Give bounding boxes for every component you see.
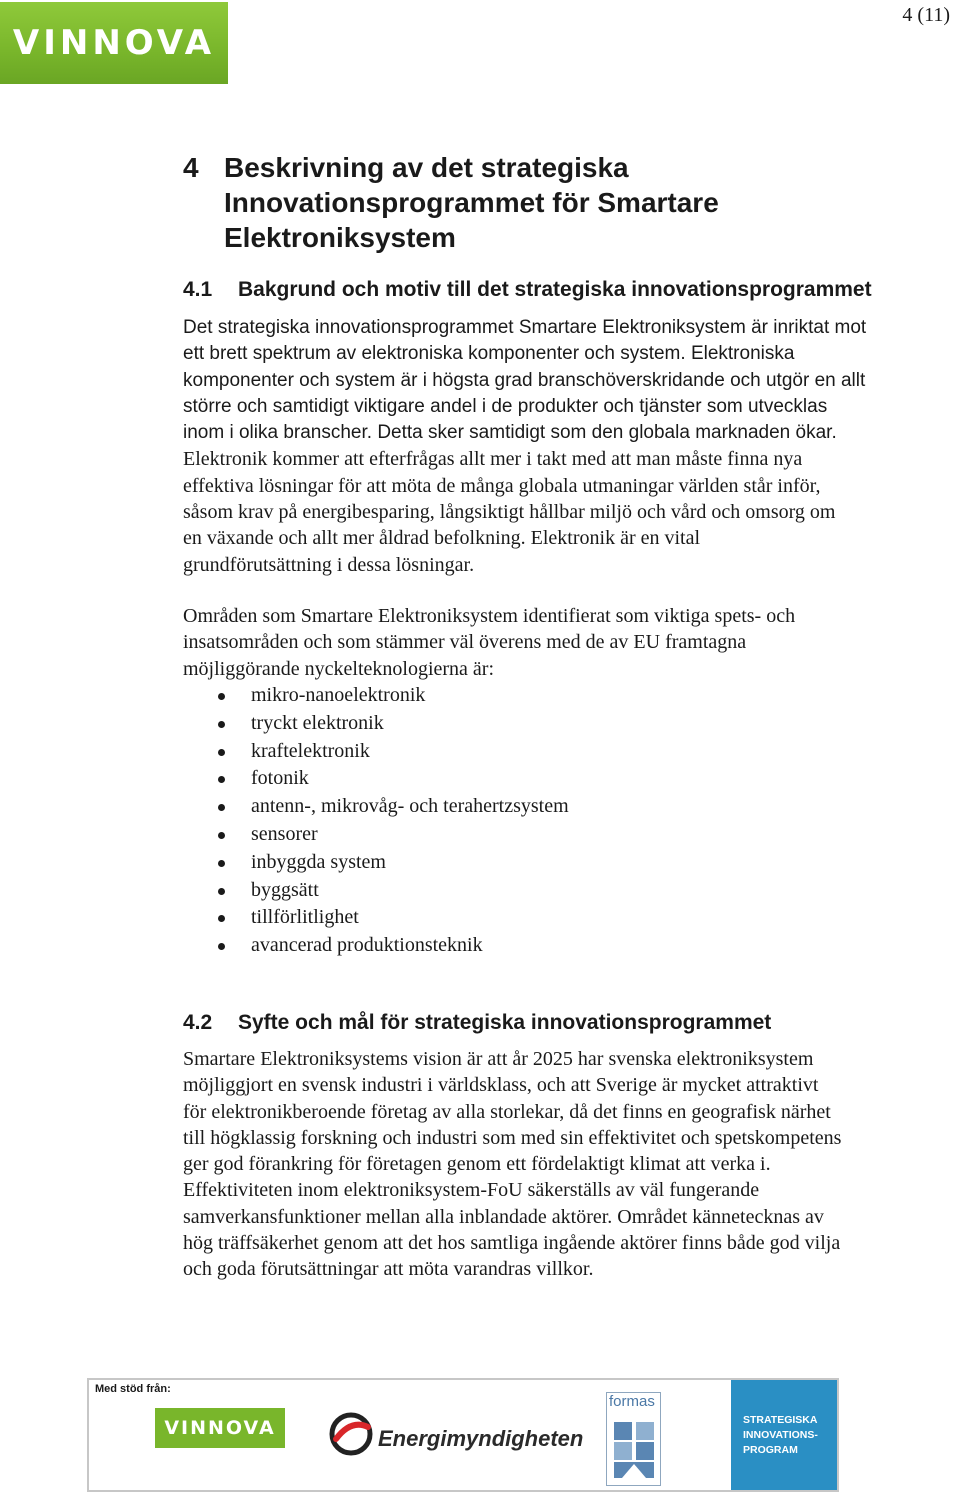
text-line: komponenter och system är i högsta grad branschöverskridande och utgör en allt — [183, 369, 866, 391]
text-line: möjliggjort en svensk industri i världsklass, och att Sverige är mycket attraktivt — [183, 1074, 819, 1097]
section-4-title-line: Beskrivning av det strategiska — [224, 152, 629, 183]
program-logo-text — [743, 1413, 818, 1458]
paragraph-vision — [183, 1046, 943, 1283]
list-item: byggsätt — [183, 877, 569, 905]
program-logo-line: PROGRAM — [743, 1443, 798, 1456]
innovation-program-logo — [731, 1380, 837, 1490]
text-line: en växande och allt mer åldrad befolkning. Elektronik är en vital — [183, 527, 701, 550]
bullet-icon — [218, 943, 225, 950]
text-line: ett brett spektrum av elektroniska komponenter och system. Elektroniska — [183, 343, 795, 365]
bullet-icon — [218, 804, 225, 811]
section-4-title — [224, 150, 719, 255]
section-4-1-title: Bakgrund och motiv till det strategiska innovationsprogrammet — [238, 278, 872, 301]
formas-emblem-icon — [612, 1420, 656, 1480]
bullet-icon — [218, 776, 225, 783]
vinnova-logo — [0, 2, 228, 84]
text-line: Effektiviteten inom elektroniksystem-FoU säkerställs av väl fungerande — [183, 1179, 760, 1202]
section-4-title-line: Innovationsprogrammet för Smartare — [224, 187, 719, 218]
text-line: effektiva lösningar för att möta de många globala utmaningar världen står inför, — [183, 474, 821, 497]
paragraph-background-part1 — [183, 315, 943, 446]
text-line: och goda förutsättningar att möta varandras villkor. — [183, 1258, 594, 1281]
text-line: Smartare Elektroniksystems vision är att år 2025 har svenska elektroniksystem — [183, 1048, 814, 1070]
paragraph-background — [183, 315, 943, 578]
program-logo-line: STRATEGISKA — [743, 1413, 818, 1426]
list-item: tillförlitlighet — [183, 904, 569, 932]
list-item: fotonik — [183, 765, 569, 793]
text-line: till högklassig forskning och industri som med sin effektivitet och spetskompetens — [183, 1126, 842, 1149]
section-4-number: 4 — [183, 152, 199, 183]
list-item: tryckt elektronik — [183, 710, 569, 738]
list-item: mikro-nanoelektronik — [183, 682, 569, 710]
section-4-2-number: 4.2 — [183, 1011, 213, 1034]
bullet-icon — [218, 860, 225, 867]
list-item: kraftelektronik — [183, 738, 569, 766]
text-line: ger god förankring för företagen genom ett fördelaktigt klimat att verka i. — [183, 1153, 771, 1176]
formas-logo-text: formas — [609, 1393, 655, 1410]
list-item: avancerad produktionsteknik — [183, 932, 569, 960]
program-logo-line: INNOVATIONS- — [743, 1428, 818, 1441]
vinnova-sponsor-logo — [155, 1408, 285, 1448]
text-line: samverkansfunktioner mellan alla inblandade aktörer. Området kännetecknas av — [183, 1205, 824, 1228]
text-line: Områden som Smartare Elektroniksystem identifierat som viktiga spets- och — [183, 605, 796, 627]
vinnova-logo-text: VINNOVA — [12, 23, 216, 63]
bullet-icon — [218, 832, 225, 839]
page-number: 4 (11) — [902, 4, 950, 26]
text-line: möjliggörande nyckelteknologierna är: — [183, 657, 495, 680]
section-4-title-line: Elektroniksystem — [224, 222, 456, 253]
list-item: inbyggda system — [183, 849, 569, 877]
text-line: Det strategiska innovationsprogrammet Smartare Elektroniksystem är inriktat mot — [183, 317, 867, 338]
bullet-icon — [218, 693, 225, 700]
technology-list — [183, 682, 569, 960]
text-line: grundförutsättning i dessa lösningar. — [183, 553, 475, 576]
text-line: inom i olika branscher. Detta sker samtidigt som den globala marknaden ökar. — [183, 422, 837, 444]
text-line: såsom krav på energibesparing, långsiktigt hållbar miljö och vård och omsorg om — [183, 501, 836, 524]
bullet-icon — [218, 721, 225, 728]
sponsor-label: Med stöd från: — [95, 1383, 171, 1395]
text-line: för elektronikberoende företag av alla storlekar, då det finns en geografisk närhet — [183, 1100, 831, 1123]
bullet-icon — [218, 749, 225, 756]
vinnova-sponsor-text: VINNOVA — [164, 1417, 276, 1439]
list-item: sensorer — [183, 821, 569, 849]
paragraph-areas — [183, 603, 943, 682]
list-item: antenn-, mikrovåg- och terahertzsystem — [183, 793, 569, 821]
section-4-1-number: 4.1 — [183, 278, 213, 301]
text-line: insatsområden och som stämmer väl överens med de av EU framtagna — [183, 631, 747, 654]
text-line: Elektronik kommer att efterfrågas allt mer i takt med att man måste finna nya — [183, 448, 803, 471]
paragraph-background-part2 — [183, 446, 943, 577]
text-line: större och samtidigt viktigare andel i de produkter och tjänster som utvecklas — [183, 395, 828, 417]
text-line: hög träffsäkerhet genom att det hos samtliga ingående aktörer finns både god vilja — [183, 1232, 841, 1255]
bullet-icon — [218, 915, 225, 922]
bullet-icon — [218, 888, 225, 895]
energimyndigheten-emblem-icon — [326, 1409, 376, 1459]
section-4-2-title: Syfte och mål för strategiska innovationsprogrammet — [238, 1011, 772, 1034]
energimyndigheten-logo-text: Energimyndigheten — [378, 1426, 584, 1451]
